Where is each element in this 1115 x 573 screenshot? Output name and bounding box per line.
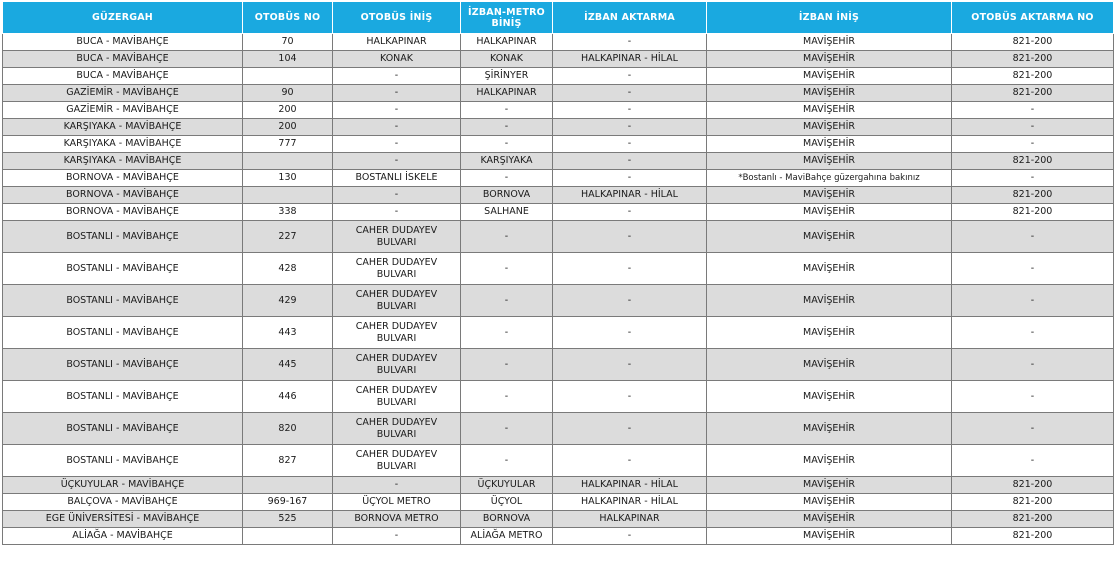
table-body: [3, 34, 1114, 545]
cell-izban-transfer: -: [553, 119, 707, 136]
cell-bus-transfer-no: 821-200: [952, 187, 1114, 204]
cell-bus-no: 130: [243, 170, 333, 187]
cell-izban-transfer: -: [553, 68, 707, 85]
cell-izban-transfer: -: [553, 85, 707, 102]
cell-izban-transfer: HALKAPINAR - HİLAL: [553, 494, 707, 511]
cell-route: ALİAĞA - MAVİBAHÇE: [3, 528, 243, 545]
cell-bus-exit: KONAK: [333, 51, 461, 68]
cell-izban-board: KARŞIYAKA: [461, 153, 553, 170]
cell-bus-exit: CAHER DUDAYEV BULVARI: [333, 349, 461, 381]
cell-route: BOSTANLI - MAVİBAHÇE: [3, 317, 243, 349]
cell-bus-no: 827: [243, 445, 333, 477]
table-row: [3, 187, 1114, 204]
cell-route: EGE ÜNİVERSİTESİ - MAVİBAHÇE: [3, 511, 243, 528]
cell-bus-transfer-no: -: [952, 349, 1114, 381]
table-row: [3, 528, 1114, 545]
cell-route: BORNOVA - MAVİBAHÇE: [3, 187, 243, 204]
table-row: [3, 68, 1114, 85]
cell-route: KARŞIYAKA - MAVİBAHÇE: [3, 119, 243, 136]
cell-bus-transfer-no: -: [952, 317, 1114, 349]
table-row: [3, 119, 1114, 136]
cell-izban-board: ÜÇYOL: [461, 494, 553, 511]
cell-bus-exit: CAHER DUDAYEV BULVARI: [333, 285, 461, 317]
cell-bus-transfer-no: -: [952, 221, 1114, 253]
cell-izban-transfer: HALKAPINAR - HİLAL: [553, 51, 707, 68]
header-bus-transfer-no: OTOBÜS AKTARMA NO: [952, 2, 1114, 34]
table-row: [3, 349, 1114, 381]
cell-izban-transfer: HALKAPINAR: [553, 511, 707, 528]
cell-bus-no: [243, 528, 333, 545]
cell-route: BOSTANLI - MAVİBAHÇE: [3, 285, 243, 317]
cell-izban-exit: MAVİŞEHİR: [707, 445, 952, 477]
cell-bus-exit: -: [333, 204, 461, 221]
table-row: [3, 153, 1114, 170]
cell-izban-exit: MAVİŞEHİR: [707, 68, 952, 85]
cell-izban-board: -: [461, 102, 553, 119]
cell-izban-board: KONAK: [461, 51, 553, 68]
table-row: [3, 285, 1114, 317]
cell-route: BORNOVA - MAVİBAHÇE: [3, 204, 243, 221]
cell-izban-board: -: [461, 170, 553, 187]
cell-bus-exit: -: [333, 68, 461, 85]
cell-bus-transfer-no: -: [952, 253, 1114, 285]
route-table: [2, 1, 1114, 545]
cell-bus-exit: ÜÇYOL METRO: [333, 494, 461, 511]
cell-bus-exit: BOSTANLI İSKELE: [333, 170, 461, 187]
cell-bus-no: 428: [243, 253, 333, 285]
cell-izban-exit: MAVİŞEHİR: [707, 317, 952, 349]
cell-izban-transfer: -: [553, 317, 707, 349]
table-row: [3, 221, 1114, 253]
cell-bus-no: 200: [243, 102, 333, 119]
cell-izban-board: HALKAPINAR: [461, 34, 553, 51]
cell-izban-exit: MAVİŞEHİR: [707, 85, 952, 102]
cell-izban-board: BORNOVA: [461, 187, 553, 204]
header-row: [3, 2, 1114, 34]
cell-izban-exit: MAVİŞEHİR: [707, 511, 952, 528]
cell-bus-no: 443: [243, 317, 333, 349]
cell-bus-transfer-no: 821-200: [952, 153, 1114, 170]
cell-bus-exit: CAHER DUDAYEV BULVARI: [333, 413, 461, 445]
cell-route: BUCA - MAVİBAHÇE: [3, 34, 243, 51]
cell-bus-exit: -: [333, 187, 461, 204]
cell-route: BOSTANLI - MAVİBAHÇE: [3, 445, 243, 477]
cell-izban-exit: MAVİŞEHİR: [707, 528, 952, 545]
cell-izban-board: ÜÇKUYULAR: [461, 477, 553, 494]
cell-route: BORNOVA - MAVİBAHÇE: [3, 170, 243, 187]
cell-route: ÜÇKUYULAR - MAVİBAHÇE: [3, 477, 243, 494]
cell-bus-exit: -: [333, 477, 461, 494]
cell-izban-exit-note: *Bostanlı - MaviBahçe güzergahına bakınız: [707, 170, 952, 187]
cell-bus-no: [243, 68, 333, 85]
cell-bus-no: 90: [243, 85, 333, 102]
cell-bus-exit: CAHER DUDAYEV BULVARI: [333, 317, 461, 349]
cell-bus-exit: -: [333, 153, 461, 170]
cell-bus-exit: CAHER DUDAYEV BULVARI: [333, 445, 461, 477]
cell-bus-no: 104: [243, 51, 333, 68]
cell-izban-exit: MAVİŞEHİR: [707, 102, 952, 119]
cell-izban-transfer: -: [553, 221, 707, 253]
cell-bus-exit: -: [333, 528, 461, 545]
table-row: [3, 511, 1114, 528]
cell-bus-no: 200: [243, 119, 333, 136]
cell-bus-transfer-no: -: [952, 102, 1114, 119]
cell-bus-no: 429: [243, 285, 333, 317]
cell-izban-transfer: -: [553, 413, 707, 445]
cell-izban-transfer: -: [553, 285, 707, 317]
table-row: [3, 477, 1114, 494]
cell-izban-exit: MAVİŞEHİR: [707, 349, 952, 381]
cell-bus-transfer-no: 821-200: [952, 51, 1114, 68]
cell-bus-no: 446: [243, 381, 333, 413]
cell-izban-transfer: -: [553, 136, 707, 153]
cell-izban-board: -: [461, 349, 553, 381]
cell-bus-no: 70: [243, 34, 333, 51]
cell-izban-transfer: HALKAPINAR - HİLAL: [553, 477, 707, 494]
table-row: [3, 494, 1114, 511]
cell-izban-exit: MAVİŞEHİR: [707, 136, 952, 153]
cell-route: BOSTANLI - MAVİBAHÇE: [3, 381, 243, 413]
cell-bus-transfer-no: -: [952, 136, 1114, 153]
cell-bus-transfer-no: -: [952, 285, 1114, 317]
cell-bus-transfer-no: 821-200: [952, 204, 1114, 221]
cell-izban-board: -: [461, 119, 553, 136]
cell-bus-no: [243, 153, 333, 170]
cell-bus-transfer-no: 821-200: [952, 68, 1114, 85]
cell-bus-no: 525: [243, 511, 333, 528]
header-bus-exit: OTOBÜS İNİŞ: [333, 2, 461, 34]
header-izban-exit: İZBAN İNİŞ: [707, 2, 952, 34]
cell-izban-board: ALİAĞA METRO: [461, 528, 553, 545]
cell-izban-exit: MAVİŞEHİR: [707, 221, 952, 253]
cell-bus-transfer-no: 821-200: [952, 528, 1114, 545]
cell-izban-exit: MAVİŞEHİR: [707, 187, 952, 204]
cell-izban-transfer: -: [553, 349, 707, 381]
cell-bus-exit: BORNOVA METRO: [333, 511, 461, 528]
table-row: [3, 445, 1114, 477]
cell-bus-exit: CAHER DUDAYEV BULVARI: [333, 221, 461, 253]
cell-izban-board: -: [461, 317, 553, 349]
table-row: [3, 51, 1114, 68]
cell-bus-no: 777: [243, 136, 333, 153]
cell-bus-transfer-no: -: [952, 445, 1114, 477]
cell-izban-exit: MAVİŞEHİR: [707, 34, 952, 51]
cell-route: KARŞIYAKA - MAVİBAHÇE: [3, 136, 243, 153]
cell-izban-board: -: [461, 445, 553, 477]
cell-bus-no: [243, 187, 333, 204]
cell-izban-board: -: [461, 285, 553, 317]
cell-izban-transfer: -: [553, 381, 707, 413]
cell-bus-transfer-no: 821-200: [952, 85, 1114, 102]
cell-izban-exit: MAVİŞEHİR: [707, 477, 952, 494]
cell-izban-transfer: -: [553, 153, 707, 170]
cell-bus-transfer-no: 821-200: [952, 34, 1114, 51]
table-row: [3, 381, 1114, 413]
cell-route: BOSTANLI - MAVİBAHÇE: [3, 253, 243, 285]
cell-route: BOSTANLI - MAVİBAHÇE: [3, 349, 243, 381]
cell-route: BALÇOVA - MAVİBAHÇE: [3, 494, 243, 511]
table-row: [3, 85, 1114, 102]
cell-bus-transfer-no: -: [952, 381, 1114, 413]
cell-izban-exit: MAVİŞEHİR: [707, 494, 952, 511]
cell-izban-exit: MAVİŞEHİR: [707, 381, 952, 413]
cell-bus-transfer-no: 821-200: [952, 511, 1114, 528]
table-row: [3, 317, 1114, 349]
cell-route: BUCA - MAVİBAHÇE: [3, 51, 243, 68]
cell-izban-transfer: HALKAPINAR - HİLAL: [553, 187, 707, 204]
cell-izban-board: -: [461, 221, 553, 253]
cell-bus-transfer-no: 821-200: [952, 477, 1114, 494]
cell-izban-transfer: -: [553, 170, 707, 187]
cell-izban-transfer: -: [553, 253, 707, 285]
cell-bus-exit: -: [333, 85, 461, 102]
cell-route: BUCA - MAVİBAHÇE: [3, 68, 243, 85]
cell-bus-exit: CAHER DUDAYEV BULVARI: [333, 381, 461, 413]
cell-izban-board: ŞİRİNYER: [461, 68, 553, 85]
cell-bus-no: 445: [243, 349, 333, 381]
cell-izban-exit: MAVİŞEHİR: [707, 119, 952, 136]
header-izban-metro-board: İZBAN-METRO BİNİŞ: [461, 2, 553, 34]
cell-izban-board: -: [461, 413, 553, 445]
cell-route: BOSTANLI - MAVİBAHÇE: [3, 221, 243, 253]
table-row: [3, 170, 1114, 187]
cell-izban-transfer: -: [553, 34, 707, 51]
cell-izban-transfer: -: [553, 528, 707, 545]
cell-route: KARŞIYAKA - MAVİBAHÇE: [3, 153, 243, 170]
cell-izban-board: -: [461, 381, 553, 413]
cell-izban-board: SALHANE: [461, 204, 553, 221]
cell-izban-exit: MAVİŞEHİR: [707, 253, 952, 285]
cell-bus-transfer-no: -: [952, 413, 1114, 445]
cell-route: GAZİEMİR - MAVİBAHÇE: [3, 102, 243, 119]
cell-route: GAZİEMİR - MAVİBAHÇE: [3, 85, 243, 102]
header-route: GÜZERGAH: [3, 2, 243, 34]
table-row: [3, 413, 1114, 445]
cell-bus-no: [243, 477, 333, 494]
table-row: [3, 34, 1114, 51]
cell-bus-transfer-no: -: [952, 170, 1114, 187]
cell-bus-transfer-no: -: [952, 119, 1114, 136]
cell-bus-exit: CAHER DUDAYEV BULVARI: [333, 253, 461, 285]
cell-bus-no: 227: [243, 221, 333, 253]
cell-bus-exit: -: [333, 136, 461, 153]
table-row: [3, 102, 1114, 119]
cell-bus-exit: HALKAPINAR: [333, 34, 461, 51]
cell-izban-exit: MAVİŞEHİR: [707, 413, 952, 445]
cell-route: BOSTANLI - MAVİBAHÇE: [3, 413, 243, 445]
header-izban-transfer: İZBAN AKTARMA: [553, 2, 707, 34]
cell-izban-board: -: [461, 136, 553, 153]
cell-izban-board: -: [461, 253, 553, 285]
cell-izban-exit: MAVİŞEHİR: [707, 153, 952, 170]
cell-izban-exit: MAVİŞEHİR: [707, 204, 952, 221]
cell-izban-board: BORNOVA: [461, 511, 553, 528]
cell-izban-transfer: -: [553, 102, 707, 119]
cell-izban-exit: MAVİŞEHİR: [707, 285, 952, 317]
cell-izban-transfer: -: [553, 445, 707, 477]
cell-izban-transfer: -: [553, 204, 707, 221]
cell-bus-no: 338: [243, 204, 333, 221]
table-row: [3, 136, 1114, 153]
cell-bus-exit: -: [333, 102, 461, 119]
cell-bus-exit: -: [333, 119, 461, 136]
cell-izban-exit: MAVİŞEHİR: [707, 51, 952, 68]
header-bus-no: OTOBÜS NO: [243, 2, 333, 34]
cell-bus-transfer-no: 821-200: [952, 494, 1114, 511]
cell-izban-board: HALKAPINAR: [461, 85, 553, 102]
table-row: [3, 253, 1114, 285]
cell-bus-no: 820: [243, 413, 333, 445]
cell-bus-no: 969-167: [243, 494, 333, 511]
table-row: [3, 204, 1114, 221]
